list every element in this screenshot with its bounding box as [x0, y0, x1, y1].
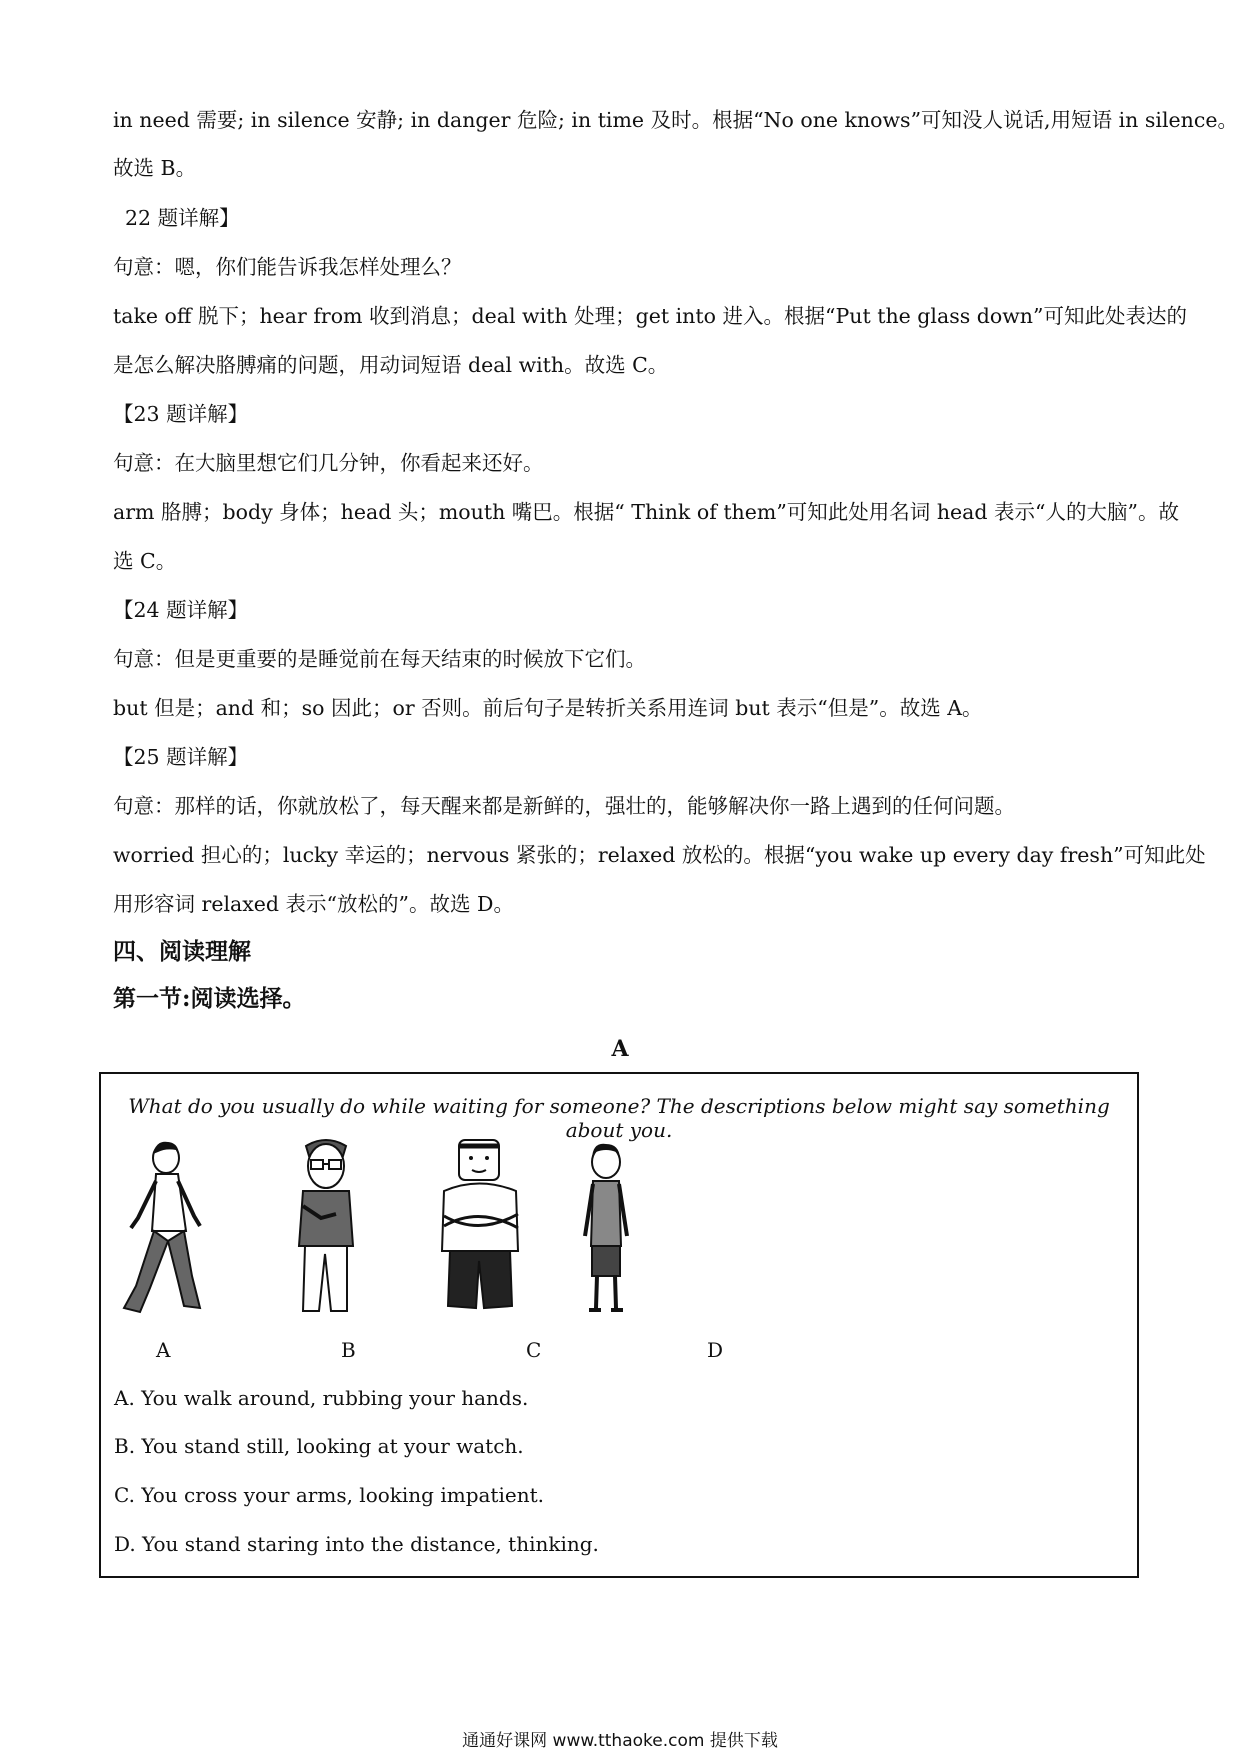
question-heading: 22 题详解】 — [125, 206, 240, 230]
text-line: 选 C。 — [113, 549, 177, 573]
passage-intro: What do you usually do while waiting for someone? The descriptions below might say something about you. — [128, 1094, 1110, 1142]
passage-box — [99, 1072, 1139, 1578]
text-line: 用形容词 relaxed 表示“放松的”。故选 D。 — [113, 892, 514, 916]
text-line: in need 需要; in silence 安静; in danger 危险; in time 及时。根据“No one knows”可知没人说话,用短语 in silence。 — [113, 108, 1238, 132]
figure-label-b: B — [341, 1338, 356, 1362]
figure-label-c: C — [526, 1338, 542, 1362]
text-line: 句意：那样的话，你就放松了，每天醒来都是新鲜的，强壮的，能够解决你一路上遇到的任何问题。 — [113, 794, 1015, 818]
section-heading: 四、阅读理解 — [113, 938, 251, 965]
walking-person-figure — [116, 1136, 216, 1326]
text-line: 句意：但是更重要的是睡觉前在每天结束的时候放下它们。 — [113, 647, 646, 671]
text-line: take off 脱下；hear from 收到消息；deal with 处理；get into 进入。根据“Put the glass down”可知此处表达的 — [113, 304, 1187, 328]
figure-label-a: A — [156, 1338, 171, 1362]
text-line: 是怎么解决胳膊痛的问题，用动词短语 deal with。故选 C。 — [113, 353, 669, 377]
description-c: C. You cross your arms, looking impatient. — [114, 1483, 544, 1507]
text-line: but 但是；and 和；so 因此；or 否则。前后句子是转折关系用连词 but 表示“但是”。故选 A。 — [113, 696, 983, 720]
description-b: B. You stand still, looking at your watch. — [114, 1434, 524, 1458]
glasses-person-figure — [281, 1136, 371, 1326]
question-heading: 【24 题详解】 — [113, 598, 249, 622]
passage-label: A — [611, 1036, 629, 1062]
text-line: 句意：在大脑里想它们几分钟，你看起来还好。 — [113, 451, 544, 475]
question-heading: 【25 题详解】 — [113, 745, 249, 769]
page-footer: 通通好课网 www.tthaoke.com 提供下载 — [462, 1731, 778, 1751]
description-d: D. You stand staring into the distance, thinking. — [114, 1532, 599, 1556]
text-line: 句意：嗯，你们能告诉我怎样处理么？ — [113, 255, 462, 279]
text-line: worried 担心的；lucky 幸运的；nervous 紧张的；relaxed 放松的。根据“you wake up every day fresh”可知此处 — [113, 843, 1206, 867]
text-line: arm 胳膊；body 身体；head 头；mouth 嘴巴。根据“ Think of them”可知此处用名词 head 表示“人的大脑”。故 — [113, 500, 1179, 524]
standing-boy-figure — [571, 1136, 641, 1326]
text-line: 故选 B。 — [113, 156, 197, 180]
figure-label-d: D — [707, 1338, 724, 1362]
arms-crossed-figure — [426, 1136, 536, 1326]
description-a: A. You walk around, rubbing your hands. — [114, 1386, 529, 1410]
subsection-heading: 第一节:阅读选择。 — [113, 985, 306, 1012]
question-heading: 【23 题详解】 — [113, 402, 249, 426]
